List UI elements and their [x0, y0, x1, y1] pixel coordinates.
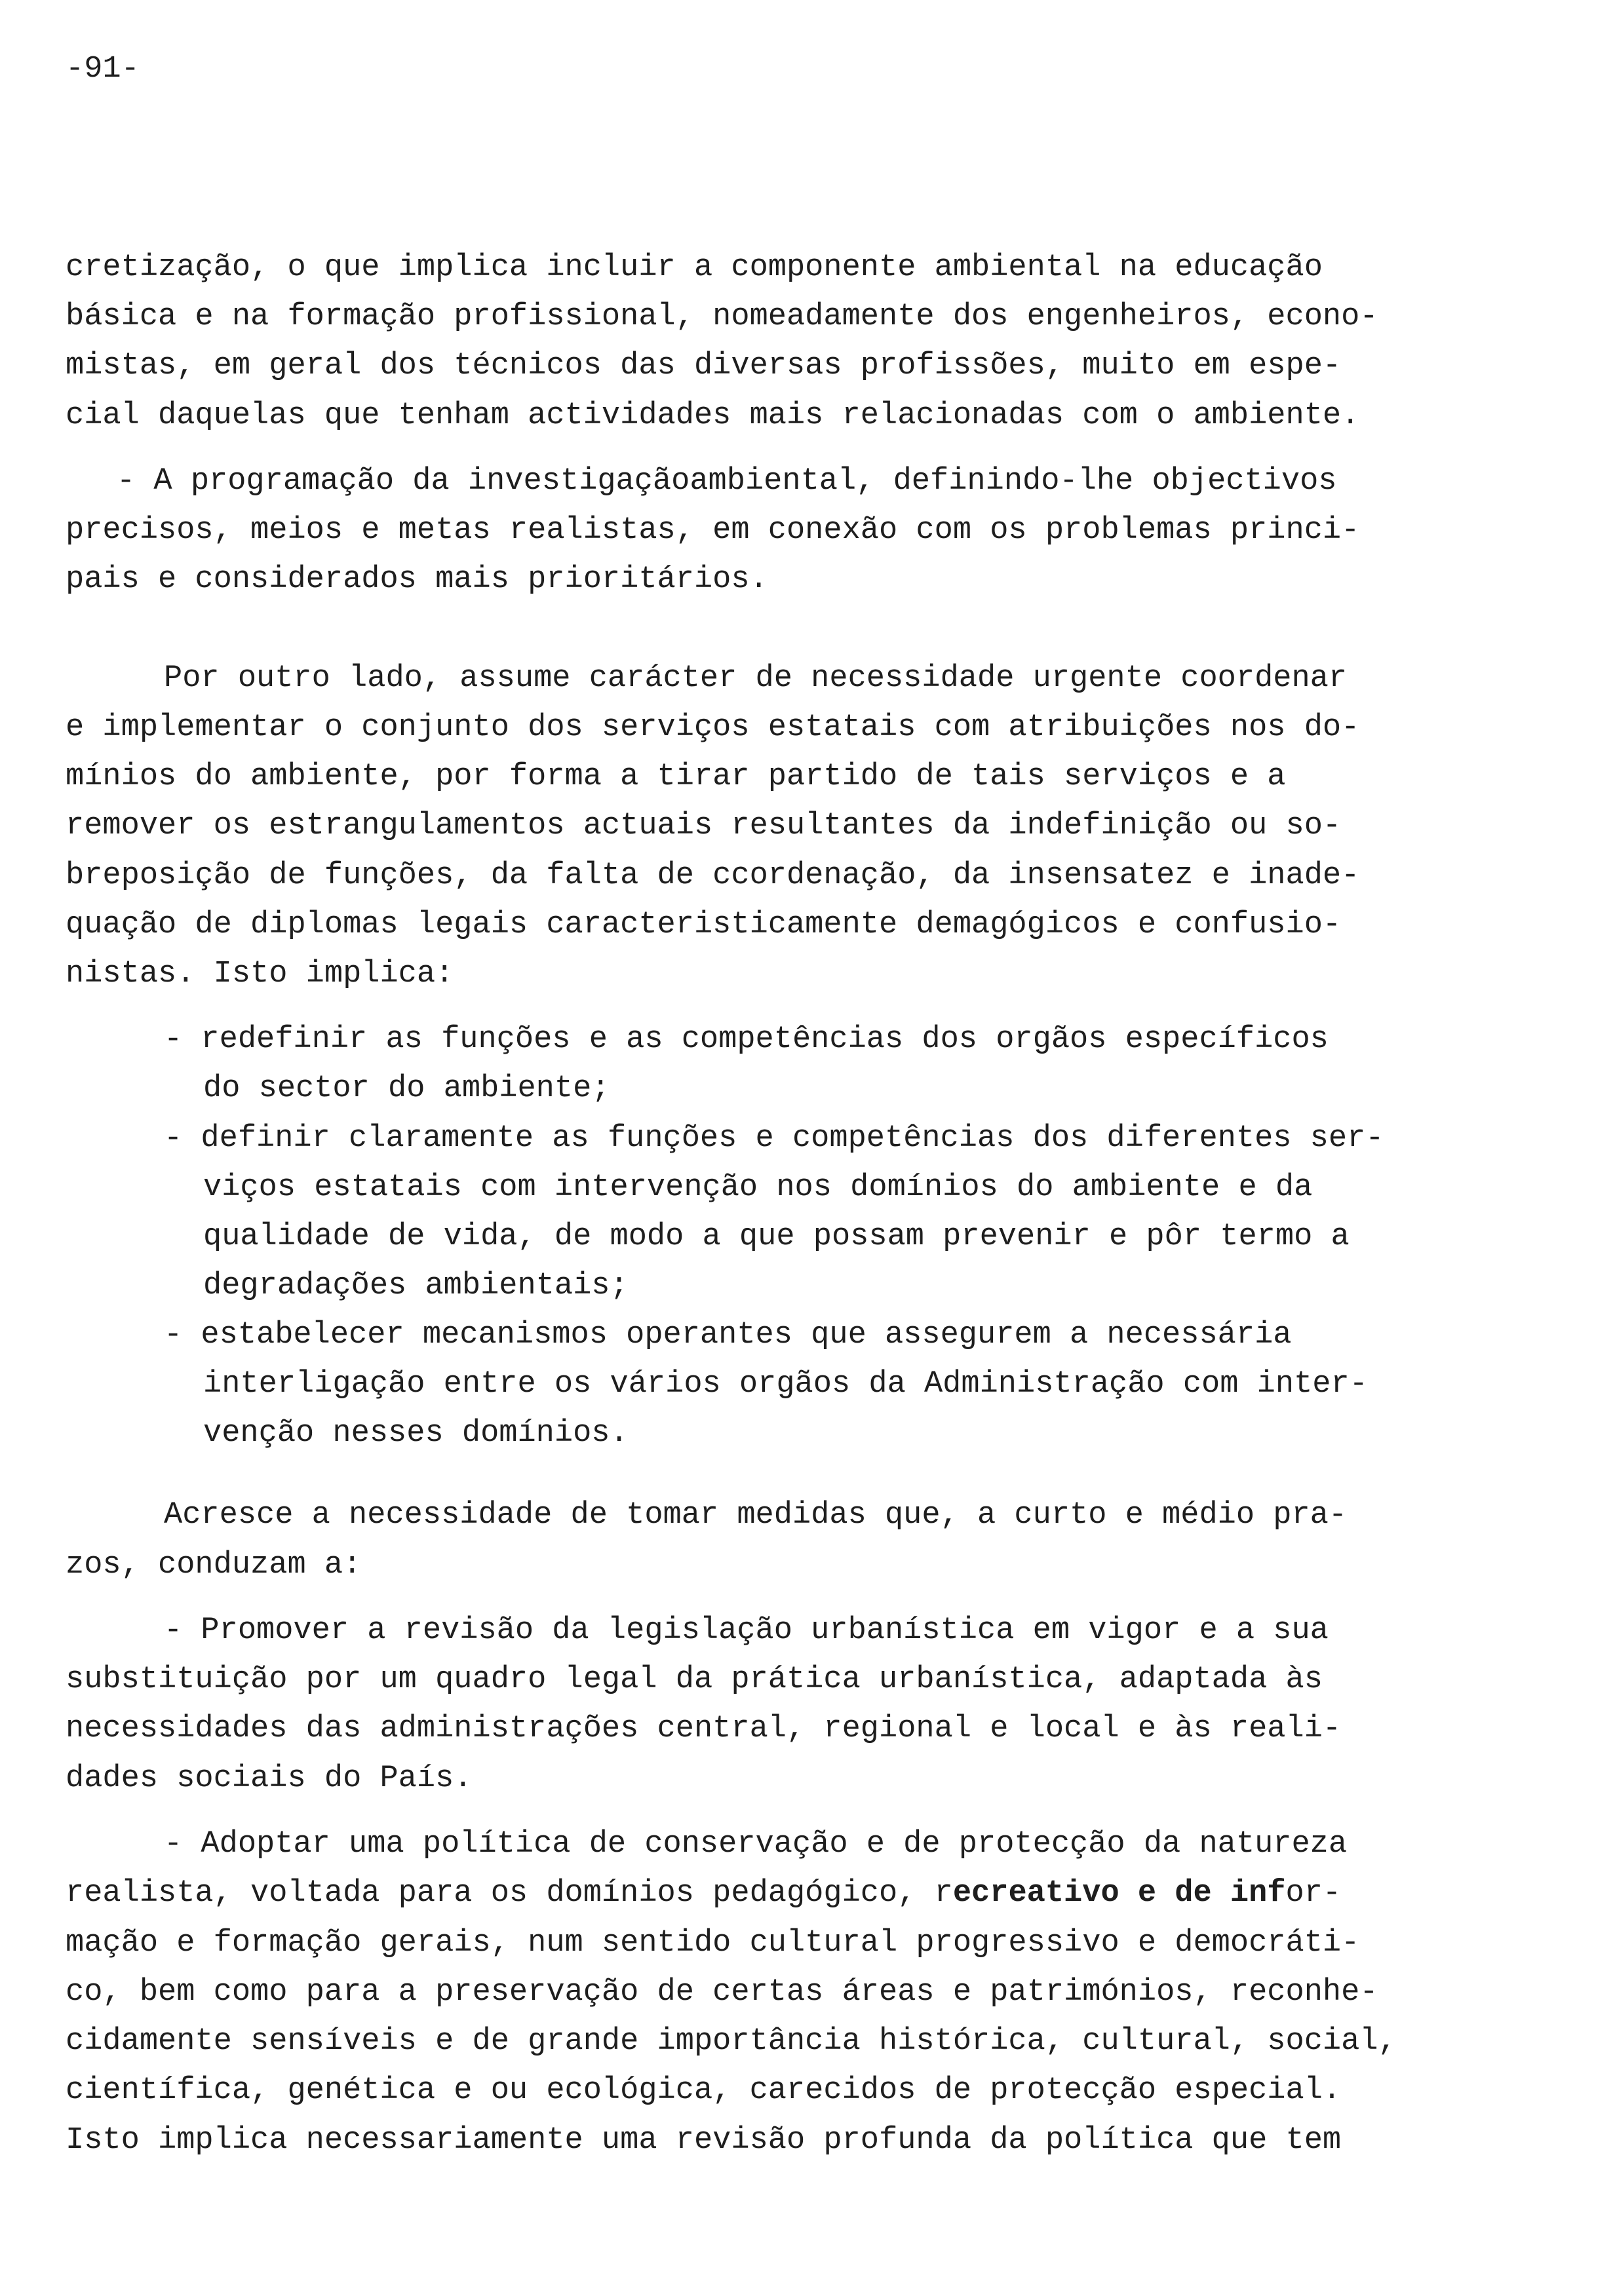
- text-line: mação e formação gerais, num sentido cultural progressivo e democráti-: [66, 1926, 1360, 1961]
- text-line: mínios do ambiente, por forma a tirar partido de tais serviços e a: [66, 759, 1286, 794]
- text-segment: realista, voltada para os domínios pedagógico, r: [66, 1876, 953, 1911]
- list-item: viços estatais com intervenção nos domínios do ambiente e da: [203, 1170, 1313, 1205]
- text-line: substituição por um quadro legal da prática urbanística, adaptada às: [66, 1662, 1323, 1697]
- text-line: Por outro lado, assume carácter de necessidade urgente coordenar: [164, 661, 1348, 696]
- text-line: zos, conduzam a:: [66, 1548, 362, 1582]
- text-line: breposição de funções, da falta de ccordenação, da insensatez e inade-: [66, 858, 1360, 893]
- text-line: cretização, o que implica incluir a componente ambiental na educação: [66, 250, 1323, 285]
- list-item: interligação entre os vários orgãos da Administração com inter-: [203, 1367, 1368, 1402]
- list-item: - definir claramente as funções e competências dos diferentes ser-: [164, 1121, 1384, 1156]
- text-line: Isto implica necessariamente uma revisão profunda da política que tem: [66, 2123, 1342, 2158]
- text-line: e implementar o conjunto dos serviços estatais com atribuições nos do-: [66, 710, 1360, 745]
- text-line: nistas. Isto implica:: [66, 957, 454, 991]
- list-item: degradações ambientais;: [203, 1269, 629, 1303]
- text-line: [66, 1875, 1341, 1912]
- text-segment: or-: [1285, 1876, 1342, 1911]
- list-item: venção nesses domínios.: [203, 1416, 629, 1451]
- text-line: co, bem como para a preservação de certas áreas e patrimónios, reconhe-: [66, 1975, 1378, 2010]
- text-line: cial daquelas que tenham actividades mais relacionadas com o ambiente.: [66, 398, 1360, 433]
- text-line: - A programação da investigaçãoambiental, definindo-lhe objectivos: [117, 464, 1337, 499]
- text-line: mistas, em geral dos técnicos das diversas profissões, muito em espe-: [66, 349, 1342, 383]
- page-number: -91-: [66, 52, 140, 86]
- text-line: - Adoptar uma política de conservação e de protecção da natureza: [164, 1827, 1348, 1862]
- text-line: dades sociais do País.: [66, 1761, 473, 1796]
- text-line: científica, genética e ou ecológica, carecidos de protecção especial.: [66, 2073, 1342, 2108]
- text-line: básica e na formação profissional, nomeadamente dos engenheiros, econo-: [66, 299, 1378, 334]
- text-line: quação de diplomas legais caracteristicamente demagógicos e confusio-: [66, 908, 1342, 942]
- list-item: - estabelecer mecanismos operantes que assegurem a necessária: [164, 1318, 1292, 1352]
- bold-text-segment: ecreativo e de inf: [952, 1876, 1286, 1911]
- text-line: precisos, meios e metas realistas, em conexão com os problemas princi-: [66, 513, 1360, 548]
- text-line: - Promover a revisão da legislação urbanística em vigor e a sua: [164, 1613, 1329, 1648]
- text-line: cidamente sensíveis e de grande importância histórica, cultural, social,: [66, 2024, 1397, 2059]
- list-item: do sector do ambiente;: [203, 1071, 610, 1106]
- text-line: remover os estrangulamentos actuais resultantes da indefinição ou so-: [66, 809, 1342, 843]
- list-item: qualidade de vida, de modo a que possam prevenir e pôr termo a: [203, 1219, 1350, 1254]
- list-item: - redefinir as funções e as competências dos orgãos específicos: [164, 1022, 1329, 1057]
- text-line: Acresce a necessidade de tomar medidas que, a curto e médio pra-: [164, 1498, 1348, 1533]
- text-line: necessidades das administrações central, regional e local e às reali-: [66, 1712, 1342, 1746]
- text-line: pais e considerados mais prioritários.: [66, 562, 768, 597]
